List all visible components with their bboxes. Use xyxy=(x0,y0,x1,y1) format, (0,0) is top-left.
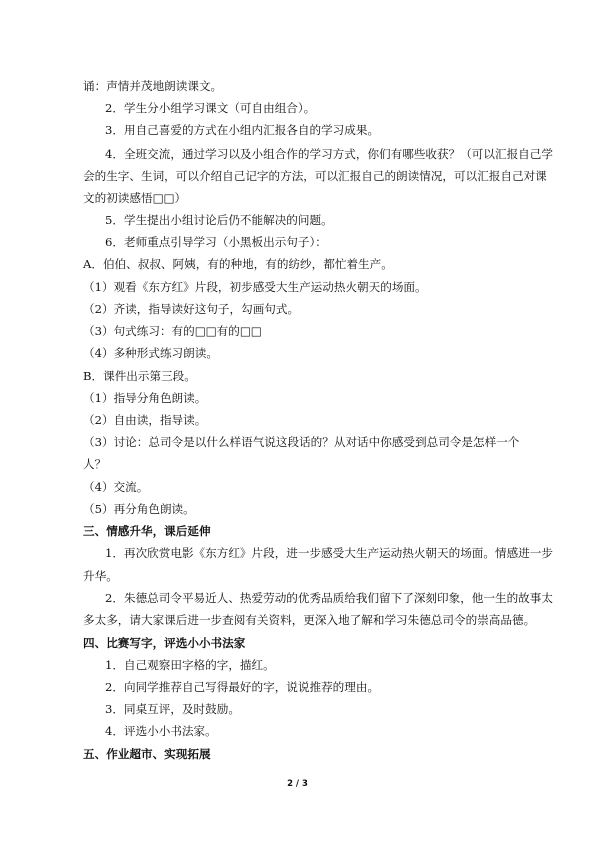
text-line: 2．学生分小组学习课文（可自由组合）。 xyxy=(105,101,316,115)
section-heading: 四、比赛写字，评选小小书法家 xyxy=(83,636,246,650)
text-line: （5）再分角色朗读。 xyxy=(83,502,195,516)
text-line: 1．自己观察田字格的字，描红。 xyxy=(105,658,275,672)
page-number: 2 / 3 xyxy=(287,779,308,789)
section-heading: 三、情感升华，课后延伸 xyxy=(83,524,211,538)
text-line: 6．老师重点引导学习（小黑板出示句子）： xyxy=(105,235,327,249)
text-line: （4）交流。 xyxy=(83,480,149,494)
text-line: （2）自由读，指导读。 xyxy=(83,413,207,427)
text-line: （1）指导分角色朗读。 xyxy=(83,391,207,405)
text-line: B．课件出示第三段。 xyxy=(83,369,196,383)
text-line: 多太多，请大家课后进一步查阅有关资料，更深入地了解和学习朱德总司令的崇高品德。 xyxy=(83,613,536,627)
text-line: 5．学生提出小组讨论后仍不能解决的问题。 xyxy=(105,213,333,227)
text-line: （3）句式练习：有的□□有的□□ xyxy=(83,324,262,338)
text-line: 2．朱德总司令平易近人、热爱劳动的优秀品质给我们留下了深刻印象，他一生的故事太 xyxy=(105,591,553,605)
text-line: 会的生字、生词，可以介绍自己记字的方法，可以汇报自己的朗读情况，可以汇报自己对课 xyxy=(83,169,547,183)
text-line: 3．同桌互评，及时鼓励。 xyxy=(105,702,240,716)
text-line: 4．评选小小书法家。 xyxy=(105,724,217,738)
text-line: 文的初读感悟□□） xyxy=(83,191,187,205)
text-line: 4．全班交流，通过学习以及小组合作的学习方式，你们有哪些收获？（可以汇报自己学 xyxy=(105,147,553,161)
text-line: （3）讨论：总司令是以什么样语气说这段话的？从对话中你感受到总司令是怎样一个 xyxy=(83,435,520,449)
text-line: 3．用自己喜爱的方式在小组内汇报各自的学习成果。 xyxy=(105,123,380,137)
text-line: （4）多种形式练习朗读。 xyxy=(83,346,218,360)
text-line: 1．再次欣赏电影《东方红》片段，进一步感受大生产运动热火朝天的场面。情感进一步 xyxy=(105,546,553,560)
section-heading: 五、作业超市、实现拓展 xyxy=(83,747,211,761)
text-line: （2）齐读，指导读好这句子，勾画句式。 xyxy=(83,302,300,316)
text-line: （1）观看《东方红》片段，初步感受大生产运动热火朝天的场面。 xyxy=(83,280,427,294)
text-line: 诵：声情并茂地朗读课文。 xyxy=(83,79,223,93)
text-line: 人？ xyxy=(83,457,107,471)
text-line: A．伯伯、叔叔、阿姨，有的种地，有的纺纱，都忙着生产。 xyxy=(83,257,393,271)
text-line: 升华。 xyxy=(83,569,118,583)
text-line: 2．向同学推荐自己写得最好的字，说说推荐的理由。 xyxy=(105,680,380,694)
